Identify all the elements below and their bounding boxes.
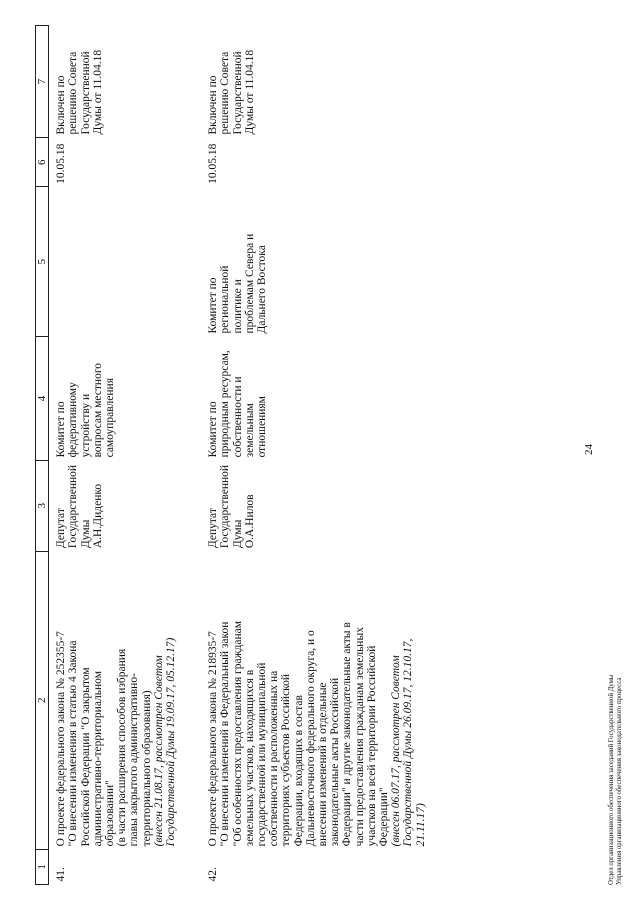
co-committee: Комитет по региональной политике и проблемам Севера и Дальнего Востока [207, 233, 269, 334]
column-header-2: 2 [36, 551, 49, 849]
responsible-committee: Комитет по природным ресурсам, собственности и земельным отношениям [207, 350, 269, 458]
table-row [49, 26, 180, 885]
bill-title: О проекте федерального закона № 218935-7 "О внесении изменений в Федеральный закон "Об особенностях предоставления гражданам земельных участков, находящихся в государственной или муниципальной собственности и расположенных на территориях субъектов Российской Федерации, входящих в состав Дальневосточного федерального округа, и о внесении изменений в отдельные законодательные акты Российской Федерации" и другие законодательные акты в части предоставления гражданам земельных участков на всей территории Российской Федерации" (внесен 06.07.17, рассмотрен Советом Государственной Думы 26.09.17, 12.10.17, 21.11.17) [201, 551, 429, 849]
column-header-1: 1 [36, 849, 49, 884]
date: 10.05.18 [55, 143, 68, 184]
agenda-table [35, 25, 429, 885]
initiator: Депутат Государственной Думы А.Н.Диденко [55, 464, 104, 549]
co-committee [49, 187, 180, 337]
date: 10.05.18 [207, 143, 220, 184]
column-header-5: 5 [36, 187, 49, 337]
decision: Включен по решению Совета Государственной Думы от 11.04.18 [55, 49, 104, 135]
bill-note: (внесен 06.07.17, рассмотрен Советом [390, 655, 403, 847]
responsible-committee: Комитет по федеративному устройству и вопросам местного самоуправления [55, 362, 117, 458]
bill-note: (внесен 21.08.17, рассмотрен Советом [152, 655, 165, 847]
row-number: 42. [207, 867, 220, 882]
column-header-row [36, 26, 49, 885]
footer-note: Отдел организационного обеспечения заседаний Государственной Думы Управления организационного обеспечения законодательного процесса [608, 674, 623, 885]
initiator: Депутат Государственной Думы О.А.Нилов [207, 464, 256, 549]
row-number: 41. [55, 867, 68, 882]
column-header-6: 6 [36, 137, 49, 186]
bill-title: О проекте федерального закона № 252355-7 "О внесении изменения в статью 4 Закона Российской Федерации "О закрытом административно-территориальном образовании" (в части расширения способов избрания главы закрытого административно- территориального образования) (внесен 21.08.17, рассмотрен Советом Государственной Думы 19.09.17, 05.12.17) [49, 551, 180, 849]
column-header-4: 4 [36, 336, 49, 460]
page-number: 24 [583, 444, 595, 455]
table-row [201, 26, 429, 885]
column-header-3: 3 [36, 460, 49, 551]
decision: Включен по решению Совета Государственной Думы от 11.04.18 [207, 49, 256, 135]
column-header-7: 7 [36, 26, 49, 138]
